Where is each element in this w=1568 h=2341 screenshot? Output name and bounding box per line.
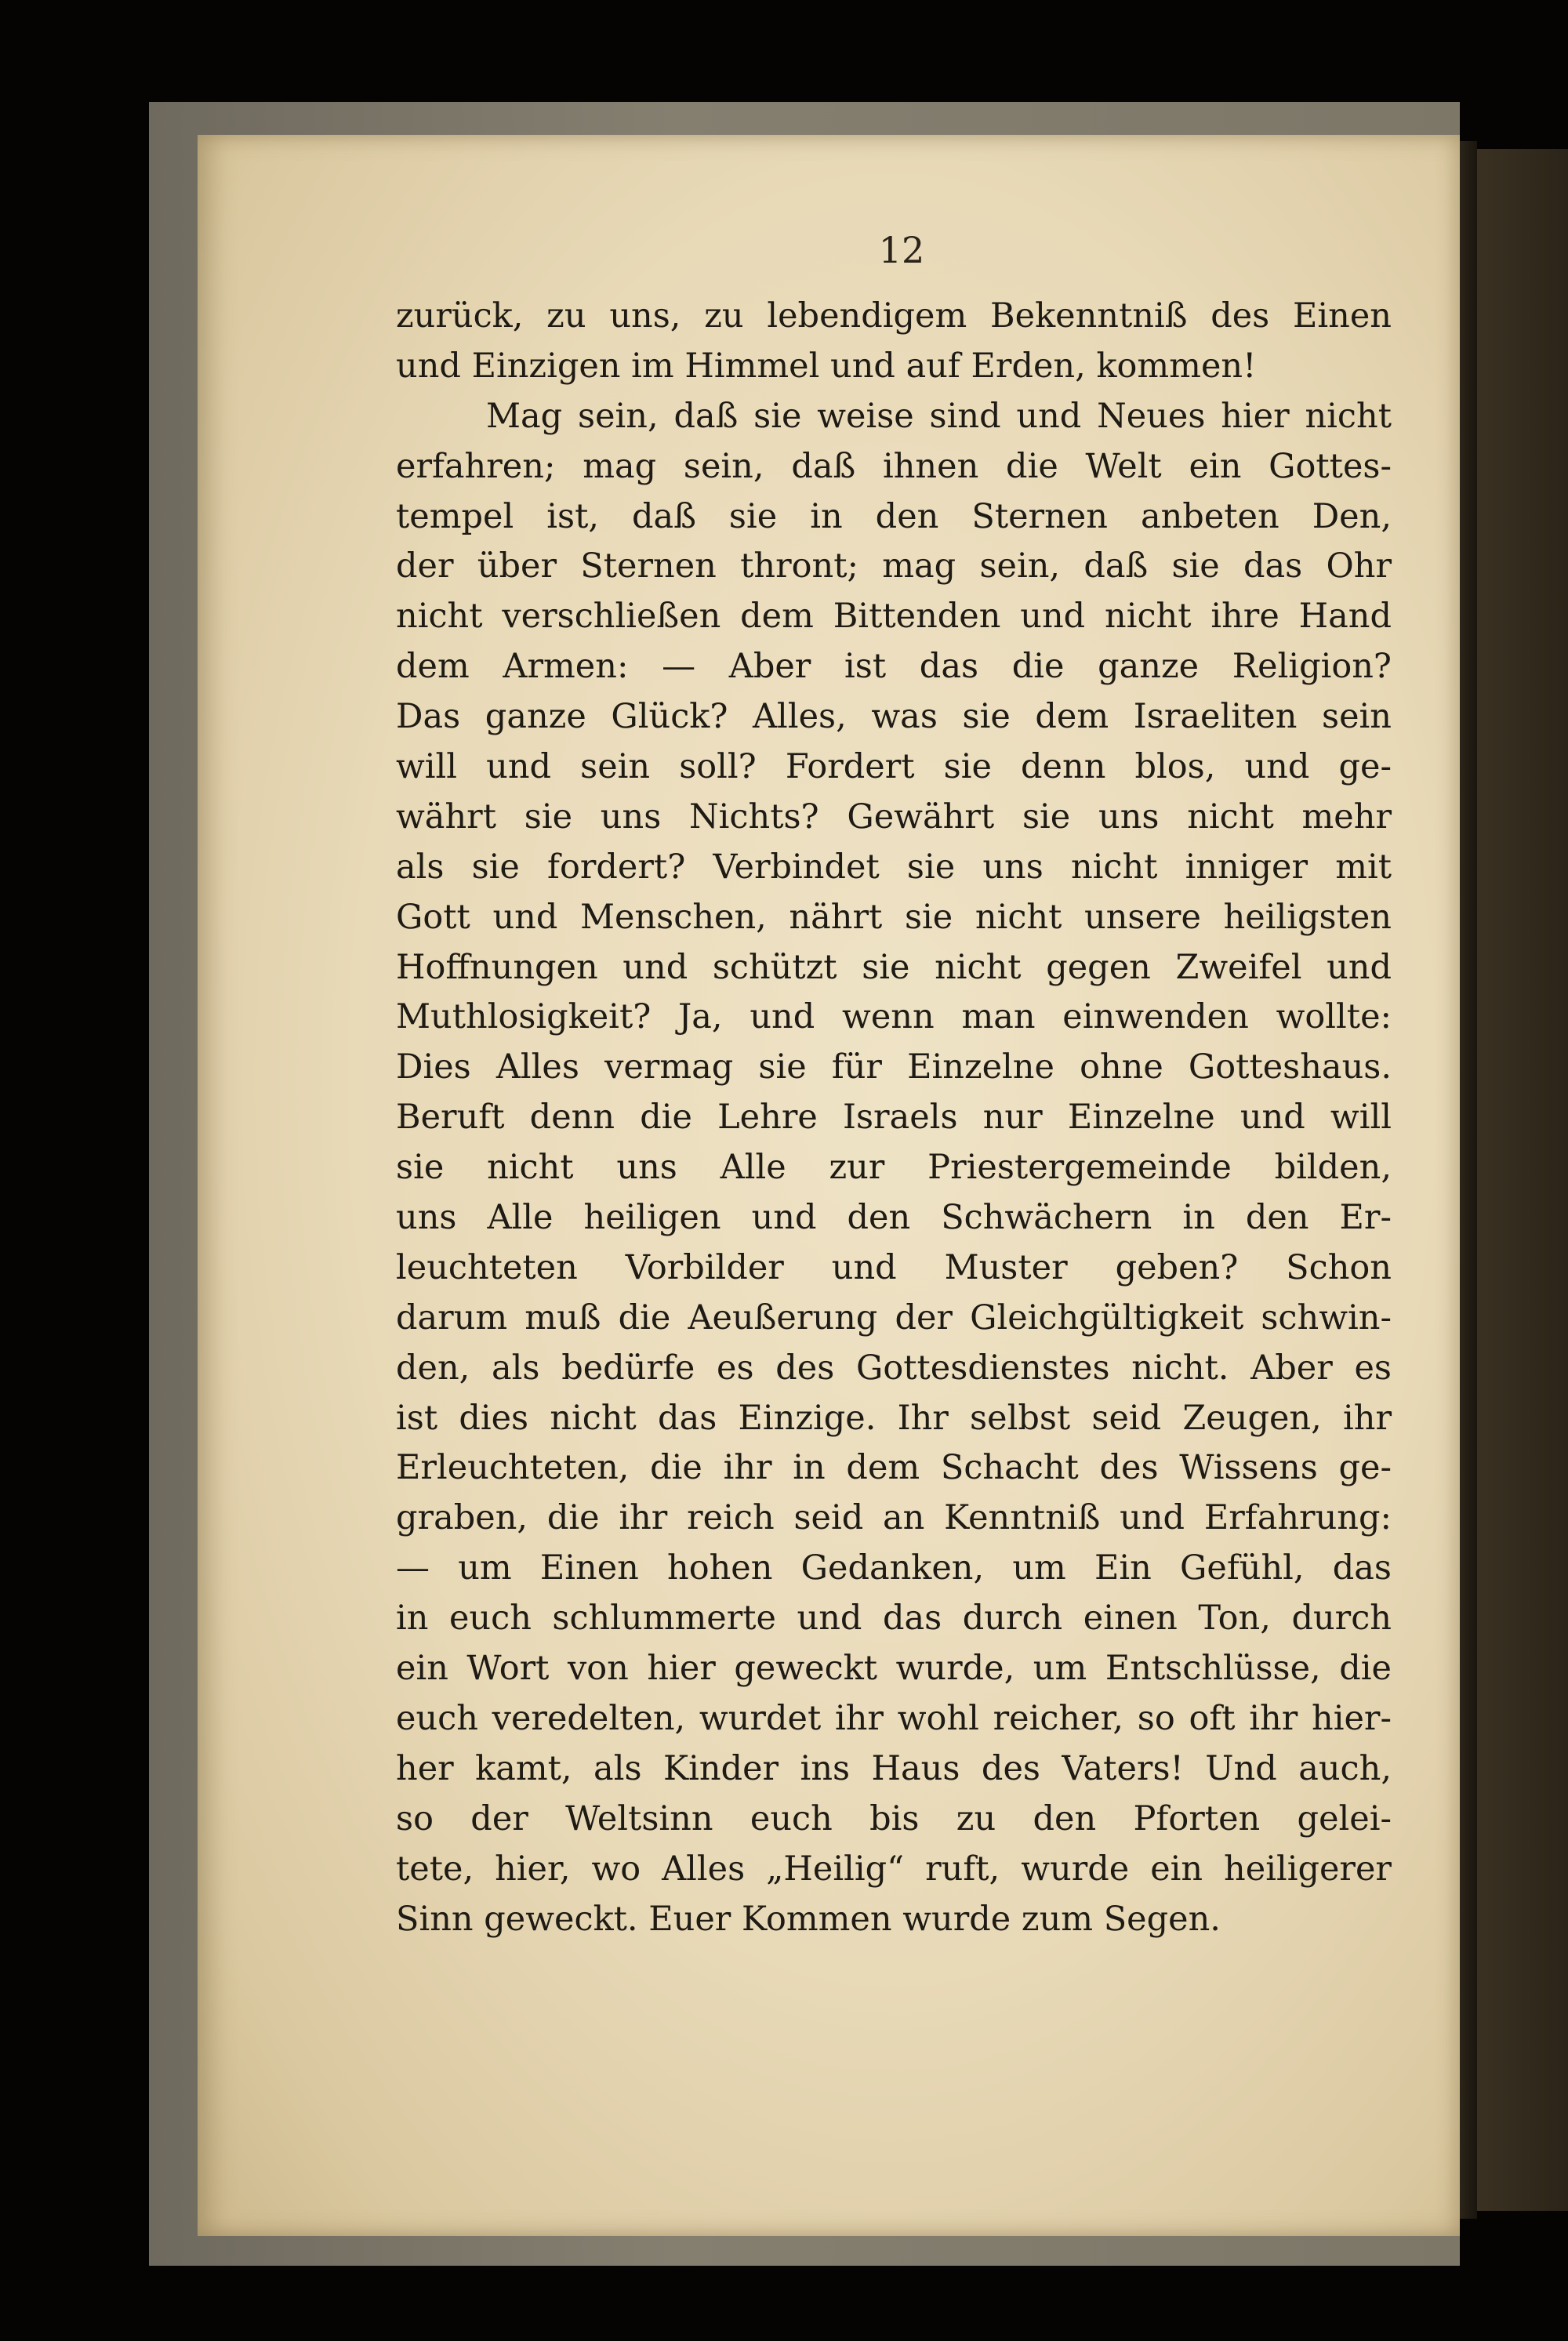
text-line: Mag sein, daß sie weise sind und Neues hier nicht	[486, 396, 1392, 436]
text-line: nicht verschließen dem Bittenden und nicht ihre Hand	[396, 597, 1392, 637]
text-line: darum muß die Aeußerung der Gleichgültigkeit schwin-	[396, 1298, 1392, 1337]
text-line: zurück, zu uns, zu lebendigem Bekenntniß des Einen	[396, 296, 1392, 336]
text-line: Muthlosigkeit? Ja, und wenn man einwenden wollte:	[396, 997, 1392, 1037]
text-line: euch veredelten, wurdet ihr wohl reicher, so oft ihr hier-	[396, 1698, 1392, 1738]
text-line: her kamt, als Kinder ins Haus des Vaters! Und auch,	[396, 1748, 1392, 1788]
text-line: will und sein soll? Fordert sie denn blos, und ge-	[396, 747, 1392, 787]
text-line: Erleuchteten, die ihr in dem Schacht des Wissens ge-	[396, 1448, 1392, 1488]
text-line: in euch schlummerte und das durch einen Ton, durch	[396, 1599, 1392, 1639]
book-gutter	[1460, 141, 1477, 2219]
text-line: erfahren; mag sein, daß ihnen die Welt ein Gottes-	[396, 446, 1392, 486]
text-line: so der Weltsinn euch bis zu den Pforten gelei-	[396, 1798, 1392, 1838]
text-line: — um Einen hohen Gedanken, um Ein Gefühl, das	[396, 1548, 1392, 1588]
text-line: leuchteten Vorbilder und Muster geben? Schon	[396, 1247, 1392, 1287]
text-line: tete, hier, wo Alles „Heilig“ ruft, wurde ein heiligerer	[396, 1849, 1392, 1889]
text-line: Dies Alles vermag sie für Einzelne ohne Gotteshaus.	[396, 1047, 1392, 1087]
text-line: Beruft denn die Lehre Israels nur Einzelne und will	[396, 1098, 1392, 1138]
text-line: graben, die ihr reich seid an Kenntniß und Erfahrung:	[396, 1498, 1392, 1538]
text-line: Hoffnungen und schützt sie nicht gegen Zweifel und	[396, 947, 1392, 987]
text-line: als sie fordert? Verbindet sie uns nicht inniger mit	[396, 847, 1392, 887]
text-line: Das ganze Glück? Alles, was sie dem Israeliten sein	[396, 697, 1392, 737]
text-line: ein Wort von hier geweckt wurde, um Entschlüsse, die	[396, 1649, 1392, 1689]
text-line: dem Armen: — Aber ist das die ganze Religion?	[396, 647, 1392, 687]
adjacent-page-edge	[1477, 149, 1568, 2211]
text-line: der über Sternen thront; mag sein, daß sie das Ohr	[396, 546, 1392, 586]
text-line: Gott und Menschen, nährt sie nicht unsere heiligsten	[396, 897, 1392, 937]
text-line: ist dies nicht das Einzige. Ihr selbst seid Zeugen, ihr	[396, 1398, 1392, 1438]
body-text	[396, 292, 1392, 1944]
page-number: 12	[878, 229, 925, 271]
text-line: währt sie uns Nichts? Gewährt sie uns nicht mehr	[396, 797, 1392, 837]
text-line: und Einzigen im Himmel und auf Erden, kommen!	[396, 346, 1257, 386]
text-line: sie nicht uns Alle zur Priestergemeinde bilden,	[396, 1148, 1392, 1188]
text-line: uns Alle heiligen und den Schwächern in den Er-	[396, 1198, 1392, 1238]
text-line: den, als bedürfe es des Gottesdienstes nicht. Aber es	[396, 1348, 1392, 1388]
text-line: tempel ist, daß sie in den Sternen anbeten Den,	[396, 496, 1392, 536]
text-line: Sinn geweckt. Euer Kommen wurde zum Segen.	[396, 1899, 1221, 1939]
